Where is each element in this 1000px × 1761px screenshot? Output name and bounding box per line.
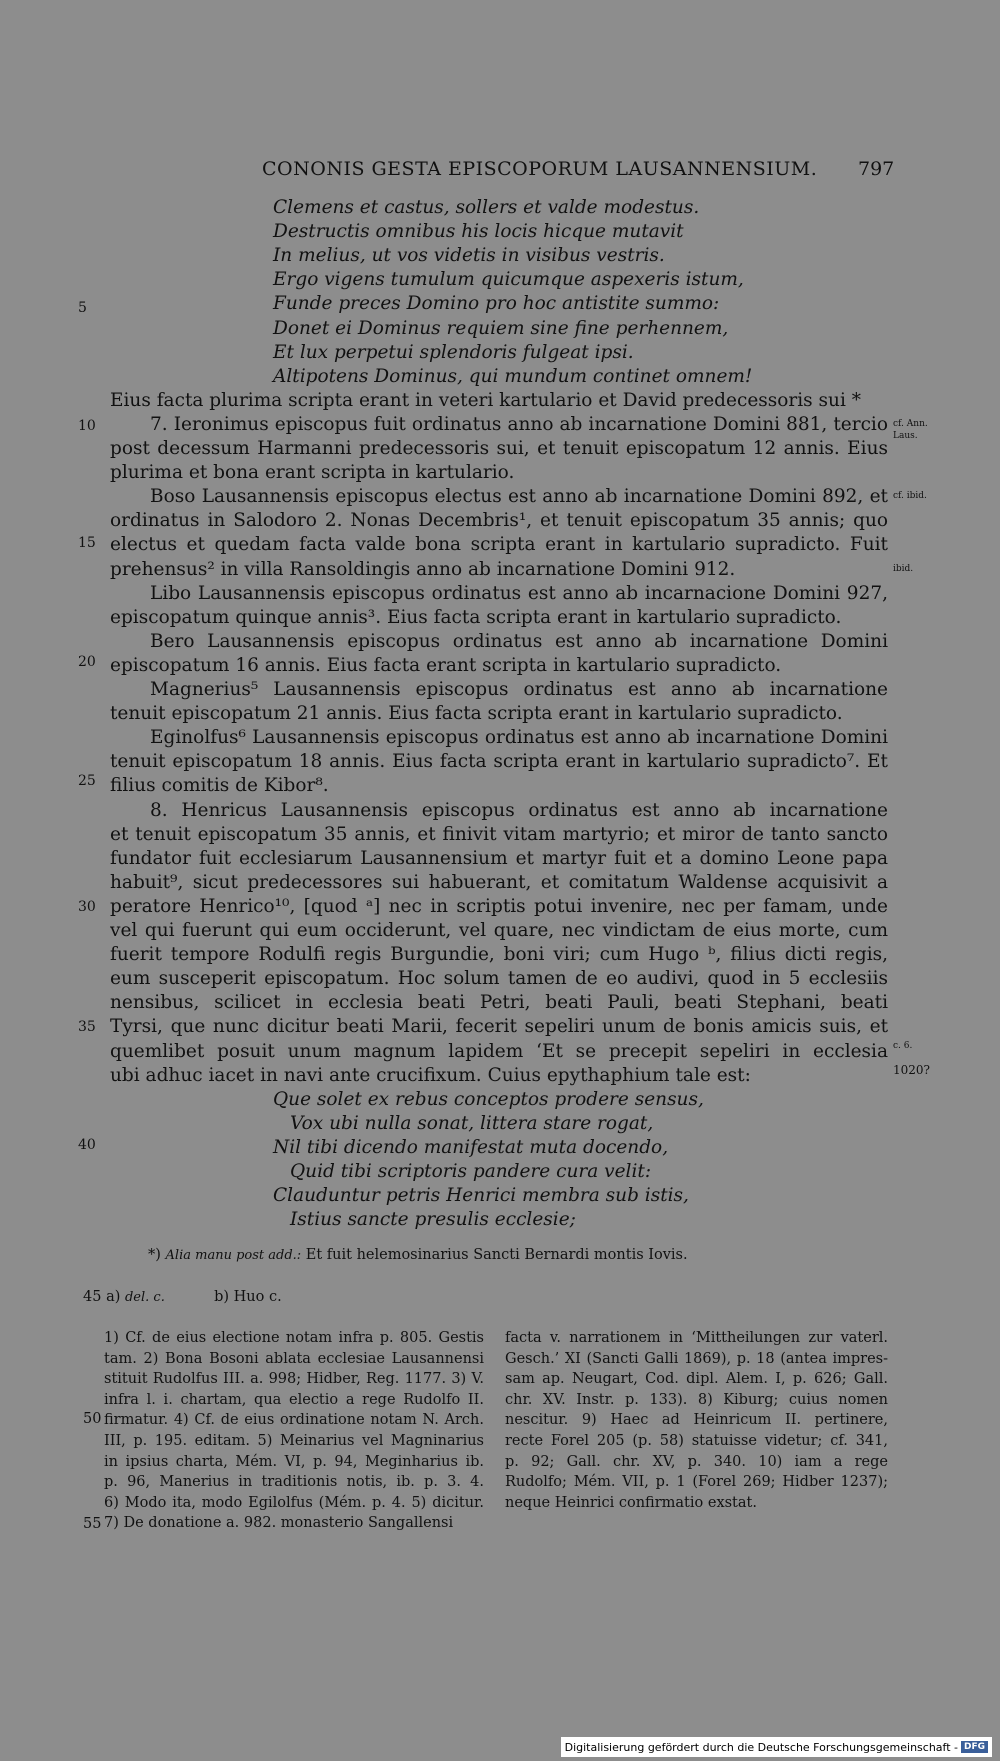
- text-line: nensibus, scilicet in ecclesia beati Petri, beati Pauli, beati Stephani, beati: [110, 992, 888, 1014]
- line-number: 40: [78, 1137, 96, 1153]
- text-line: Libo Lausannensis episcopus ordinatus est anno ab incarnacione Domini 927,: [150, 582, 888, 604]
- verse-line: Destructis omnibus his locis hicque mutavit: [273, 221, 684, 243]
- verse-line: Nil tibi dicendo manifestat muta docendo,: [273, 1136, 669, 1158]
- margin-note: 1020?: [893, 1063, 930, 1077]
- footer-text: Digitalisierung gefördert durch die Deutsche Forschungsgemeinschaft -: [564, 1740, 958, 1754]
- text-line: 7. Ieronimus episcopus fuit ordinatus anno ab incarnatione Domini 881, tercio: [150, 413, 888, 435]
- text-line: fuerit tempore Rodulfi regis Burgundie, boni viri; cum Hugo ᵇ, filius dicti regis,: [110, 944, 888, 966]
- margin-note: cf. Ann. Laus.: [893, 419, 928, 441]
- verse-line: Que solet ex rebus conceptos prodere sensus,: [273, 1088, 704, 1110]
- text-line: Eius facta plurima scripta erant in veteri kartulario et David predecessoris sui *: [110, 389, 861, 411]
- footnote-line: 6) Modo ita, modo Egilolfus (Mém. p. 4. 5) dicitur.: [104, 1494, 484, 1511]
- footnote-line: firmatur. 4) Cf. de eius ordinatione notam N. Arch.: [104, 1412, 484, 1429]
- text-line: eum susceperit episcopatum. Hoc solum tamen de eo audivi, quod in 5 ecclesiis: [110, 968, 888, 990]
- footnote-line: III, p. 195. editam. 5) Meinarius vel Magninarius: [104, 1433, 484, 1449]
- verse-line: Et lux perpetui splendoris fulgeat ipsi.: [273, 341, 634, 363]
- margin-note: ibid.: [893, 564, 914, 574]
- verse-line: Altipotens Dominus, qui mundum continet omnem!: [273, 365, 753, 387]
- text-line: quemlibet posuit unum magnum lapidem ‘Et se precepit sepeliri in ecclesia: [110, 1040, 888, 1062]
- footnote-line: tam. 2) Bona Bosoni ablata ecclesiae Lausannensi: [104, 1350, 484, 1367]
- text-line: episcopatum 16 annis. Eius facta erant scripta in kartulario supradicto.: [110, 654, 782, 676]
- text-line: electus et quedam facta valde bona scripta erant in kartulario supradicto. Fuit: [110, 534, 888, 556]
- text-line: plurima et bona erant scripta in kartulario.: [110, 462, 515, 484]
- text-line: tenuit episcopatum 21 annis. Eius facta scripta erant in kartulario supradicto.: [110, 703, 843, 725]
- apparatus-b-text: Huo c.: [233, 1289, 282, 1305]
- line-number: 15: [78, 535, 96, 551]
- verse-line: Clauduntur petris Henrici membra sub istis,: [273, 1185, 689, 1207]
- footnote-line: in ipsius charta, Mém. VI, p. 94, Meginharius ib.: [104, 1453, 484, 1470]
- footnote-line: neque Heinrici confirmatio exstat.: [505, 1494, 757, 1511]
- page-title: CONONIS GESTA EPISCOPORUM LAUSANNENSIUM.: [262, 158, 818, 180]
- text-line: fundator fuit ecclesiarum Lausannensium et martyr fuit et a domino Leone papa: [110, 847, 888, 869]
- footnote-line: 7) De donatione a. 982. monasterio Sangallensi: [104, 1515, 454, 1532]
- text-line: peratore Henrico¹⁰, [quod ᵃ] nec in scriptis potui invenire, nec per famam, unde: [110, 895, 888, 917]
- star-note: [148, 1245, 688, 1266]
- star-note-text: Et fuit helemosinarius Sancti Bernardi montis Iovis.: [305, 1247, 688, 1263]
- footnote-line: p. 92; Gall. chr. XV, p. 340. 10) iam a rege: [505, 1453, 888, 1470]
- footnote-line: infra l. i. chartam, qua electio a rege Rudolfo II.: [104, 1391, 484, 1408]
- line-number: 30: [78, 899, 96, 915]
- critical-apparatus: [83, 1287, 282, 1308]
- footnote-line: 1) Cf. de eius electione notam infra p. 805. Gestis: [104, 1330, 484, 1346]
- text-line: vel qui fuerunt qui eum occiderunt, vel quare, nec vindictam de eius morte, cum: [110, 920, 888, 941]
- footnote-line-number: 55: [83, 1516, 102, 1532]
- line-number: 35: [78, 1019, 96, 1035]
- text-line: ubi adhuc iacet in navi ante crucifixum. Cuius epythaphium tale est:: [110, 1064, 751, 1086]
- text-line: ordinatus in Salodoro 2. Nonas Decembris¹, et tenuit episcopatum 35 annis; quo: [110, 510, 888, 532]
- verse-line: Quid tibi scriptoris pandere cura velit:: [290, 1161, 652, 1182]
- footnote-line: chr. XV. Instr. p. 133). 8) Kiburg; cuius nomen: [505, 1391, 888, 1408]
- text-line: prehensus² in villa Ransoldingis anno ab incarnatione Domini 912.: [110, 558, 736, 580]
- apparatus-line-number: 45: [83, 1289, 102, 1305]
- star-note-intro: Alia manu post add.:: [165, 1248, 302, 1263]
- margin-note: cf. ibid.: [893, 491, 927, 501]
- verse-line: Ergo vigens tumulum quicumque aspexeris istum,: [273, 269, 744, 291]
- text-line: filius comitis de Kibor⁸.: [110, 775, 329, 797]
- verse-line: Vox ubi nulla sonat, littera stare rogat,: [290, 1112, 654, 1134]
- text-line: episcopatum quinque annis³. Eius facta scripta erant in kartulario supradicto.: [110, 606, 842, 628]
- text-line: et tenuit episcopatum 35 annis, et finivit vitam martyrio; et miror de tanto sancto: [110, 823, 888, 845]
- footnote-line: Gesch.’ XI (Sancti Galli 1869), p. 18 (antea impres-: [505, 1350, 888, 1367]
- line-number: 10: [78, 418, 96, 434]
- line-number: 25: [78, 773, 96, 789]
- star-note-label: *): [148, 1247, 161, 1263]
- apparatus-a-label: a): [106, 1289, 121, 1305]
- text-line: post decessum Harmanni predecessoris sui, et tenuit episcopatum 12 annis. Eius: [110, 438, 888, 459]
- footnote-line: nescitur. 9) Haec ad Heinricum II. pertinere,: [505, 1412, 888, 1429]
- text-line: tenuit episcopatum 18 annis. Eius facta scripta erant in kartulario supradicto⁷. Et: [110, 751, 888, 773]
- page-number: 797: [858, 158, 895, 180]
- text-line: Bero Lausannensis episcopus ordinatus est anno ab incarnatione Domini: [150, 630, 888, 652]
- verse-line: In melius, ut vos videtis in visibus vestris.: [273, 245, 665, 267]
- verse-line: Funde preces Domino pro hoc antistite summo:: [273, 293, 720, 315]
- running-header: [110, 158, 895, 184]
- footnote-line: sam ap. Neugart, Cod. dipl. Alem. I, p. 626; Gall.: [505, 1371, 888, 1388]
- footnote-line: recte Forel 205 (p. 58) statuisse videtur; cf. 341,: [505, 1433, 888, 1449]
- verse-line: Clemens et castus, sollers et valde modestus.: [273, 197, 700, 218]
- text-line: Magnerius⁵ Lausannensis episcopus ordinatus est anno ab incarnatione: [150, 679, 888, 700]
- text-line: 8. Henricus Lausannensis episcopus ordinatus est anno ab incarnatione: [150, 799, 888, 821]
- digitization-footer: [561, 1737, 992, 1757]
- dfg-logo: DFG: [961, 1741, 988, 1753]
- apparatus-b-label: b): [214, 1289, 230, 1305]
- verse-line: Istius sancte presulis ecclesie;: [290, 1209, 576, 1231]
- footnote-line: Rudolfo; Mém. VII, p. 1 (Forel 269; Hidber 1237);: [505, 1474, 888, 1491]
- footnote-line: stituit Rudolfus III. a. 998; Hidber, Reg. 1177. 3) V.: [104, 1371, 484, 1388]
- line-number: 5: [78, 300, 87, 316]
- text-line: Tyrsi, que nunc dicitur beati Marii, fecerit sepeliri unum de bonis amicis suis, et: [110, 1016, 888, 1038]
- verse-line: Donet ei Dominus requiem sine fine perhennem,: [273, 317, 729, 339]
- text-line: Boso Lausannensis episcopus electus est anno ab incarnatione Domini 892, et: [150, 486, 888, 508]
- line-number: 20: [78, 654, 96, 670]
- footnote-line: p. 96, Manerius in traditionis notis, ib. p. 3. 4.: [104, 1474, 484, 1491]
- footnote-line: facta v. narrationem in ‘Mittheilungen zur vaterl.: [505, 1330, 888, 1346]
- apparatus-a-text: del. c.: [124, 1290, 165, 1305]
- text-line: Eginolfus⁶ Lausannensis episcopus ordinatus est anno ab incarnatione Domini: [150, 727, 888, 749]
- margin-note: c. 6.: [893, 1041, 913, 1051]
- footnote-line-number: 50: [83, 1411, 102, 1427]
- text-line: habuit⁹, sicut predecessores sui habuerant, et comitatum Waldense acquisivit a: [110, 871, 888, 893]
